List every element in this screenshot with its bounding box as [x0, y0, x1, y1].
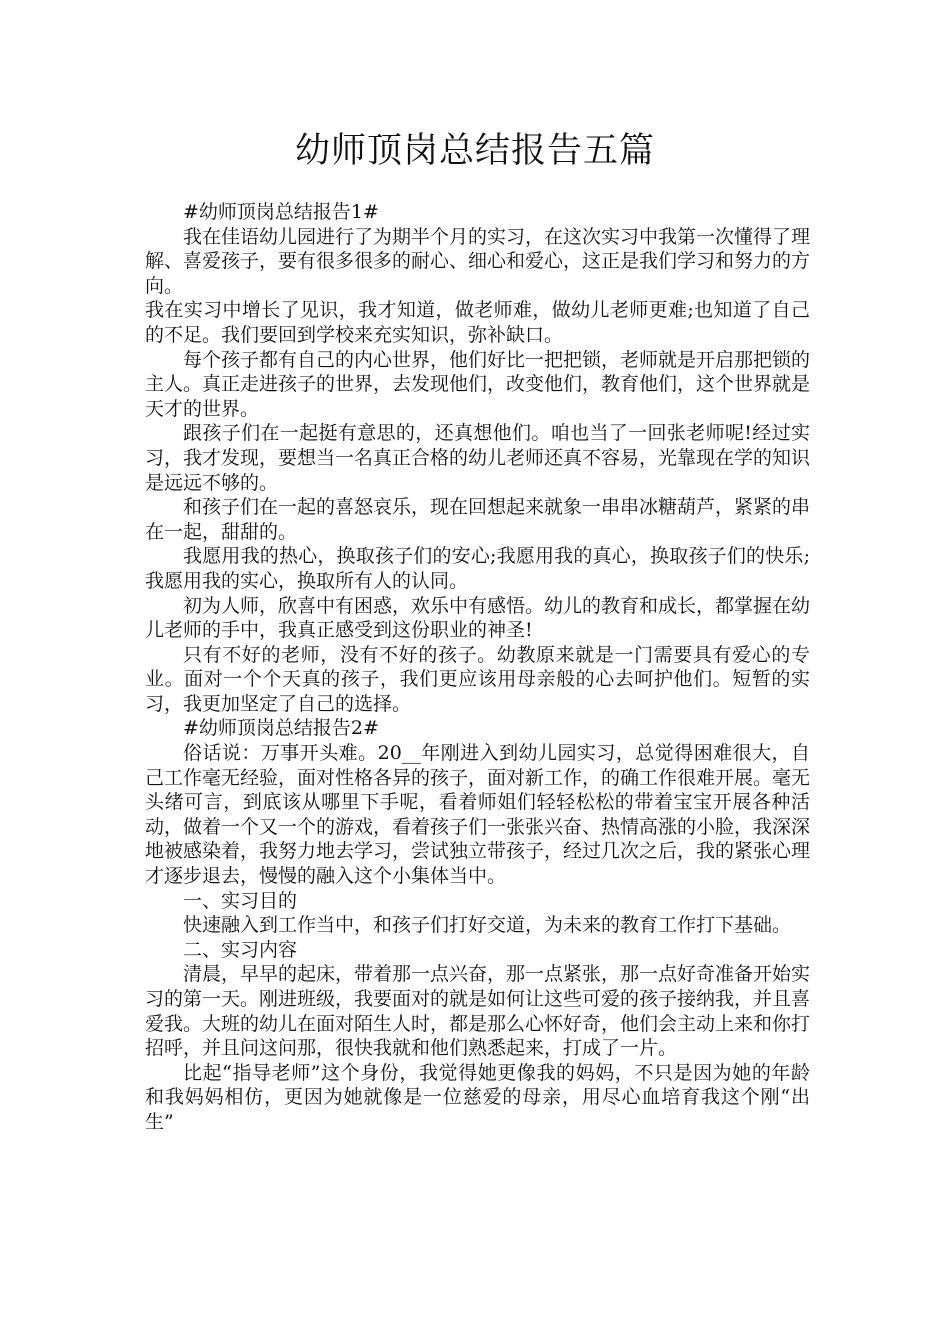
- body-paragraph: 我在佳语幼儿园进行了为期半个月的实习，在这次实习中我第一次懂得了理解、喜爱孩子，要有很多很多的耐心、细心和爱心，这正是我们学习和努力的方向。: [145, 225, 811, 297]
- body-paragraph: 我在实习中增长了见识，我才知道，做老师难，做幼儿老师更难;也知道了自己的不足。我们要回到学校来充实知识，弥补缺口。: [145, 299, 810, 346]
- body-paragraph: 和孩子们在一起的喜怒哀乐，现在回想起来就象一串串冰糖葫芦，紧紧的串在一起，甜甜的。: [145, 496, 811, 543]
- body-paragraph: #幼师顶岗总结报告2#: [183, 717, 379, 740]
- body-paragraph: 初为人师，欣喜中有困惑，欢乐中有感悟。幼儿的教育和成长，都掌握在幼儿老师的手中，我真正感受到这份职业的神圣!: [145, 594, 811, 642]
- body-paragraph: 清晨，早早的起床，带着那一点兴奋，那一点紧张，那一点好奇准备开始实习的第一天。刚进班级，我要面对的就是如何让这些可爱的孩子接纳我，并且喜爱我。大班的幼儿在面对陌生人时，都是那么心怀好奇，他们会主动上来和你打招呼，并且问这问那，很快我就和他们熟悉起来，打成了一片。: [145, 963, 811, 1060]
- body-paragraph: 快速融入到工作当中，和孩子们打好交道，为未来的教育工作打下基础。: [183, 914, 792, 937]
- document-body: [145, 200, 810, 1135]
- body-paragraph: 我愿用我的热心，换取孩子们的安心;我愿用我的真心，换取孩子们的快乐;我愿用我的实心，换取所有人的认同。: [145, 545, 810, 592]
- body-paragraph: 一、实习目的: [183, 889, 298, 912]
- body-paragraph: 比起“指导老师”这个身份，我觉得她更像我的妈妈，不只是因为她的年龄和我妈妈相仿，更因为她就像是一位慈爱的母亲，用尽心血培育我这个刚“出生”: [145, 1061, 810, 1133]
- body-paragraph: 二、实习内容: [183, 938, 298, 961]
- body-paragraph: 俗话说：万事开头难。20__年刚进入到幼儿园实习，总觉得困难很大，自己工作毫无经验，面对性格各异的孩子，面对新工作，的确工作很难开展。毫无头绪可言，到底该从哪里下手呢，看着师姐们轻轻松松的带着宝宝开展各种活动，做着一个又一个的游戏，看着孩子们一张张兴奋、热情高涨的小脸，我深深地被感染着，我努力地去学习，尝试独立带孩子，经过几次之后，我的紧张心理才逐步退去，慢慢的融入这个小集体当中。: [145, 742, 811, 888]
- body-paragraph: 每个孩子都有自己的内心世界，他们好比一把把锁，老师就是开启那把锁的主人。真正走进孩子的世界，去发现他们，改变他们，教育他们，这个世界就是天才的世界。: [145, 348, 811, 420]
- body-paragraph: 只有不好的老师，没有不好的孩子。幼教原来就是一门需要具有爱心的专业。面对一个个天真的孩子，我们更应该用母亲般的心去呵护他们。短暂的实习，我更加坚定了自己的选择。: [145, 643, 810, 715]
- body-paragraph: 跟孩子们在一起挺有意思的，还真想他们。咱也当了一回张老师呢!经过实习，我才发现，要想当一名真正合格的幼儿老师还真不容易，光靠现在学的知识是远远不够的。: [145, 422, 811, 494]
- document-title: 幼师顶岗总结报告五篇: [294, 131, 655, 171]
- body-paragraph: #幼师顶岗总结报告1#: [183, 201, 379, 223]
